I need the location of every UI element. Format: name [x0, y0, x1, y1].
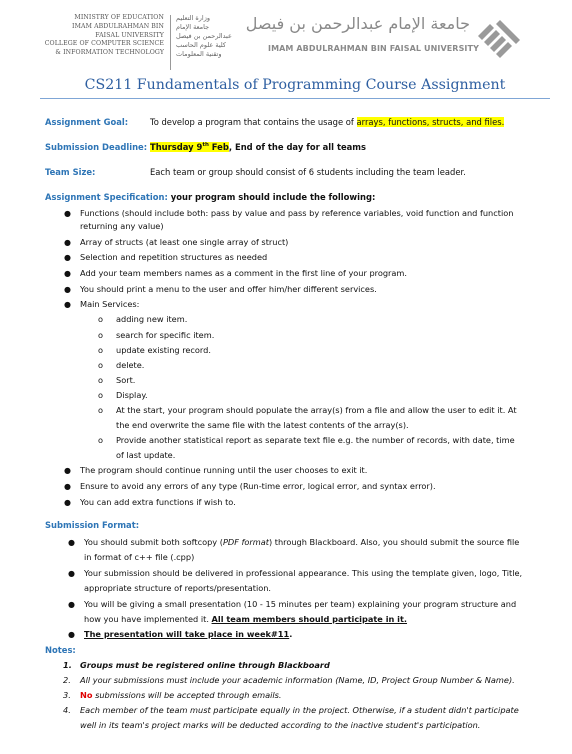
list-item-text: Your submission should be delivered in professional appearance. This using the template given, logo, Title,	[84, 568, 523, 578]
list-item: ● You can add extra functions if wish to.	[64, 497, 236, 507]
header-line-ar: وتقنية المعلومات	[176, 50, 222, 58]
list-item-text: how you have implemented it.	[84, 614, 212, 624]
goal-text	[150, 117, 504, 127]
service-text: update existing record.	[116, 345, 211, 355]
header-line: IMAM ABDULRAHMAN BIN	[72, 22, 164, 30]
service-text: search for specific item.	[116, 330, 215, 340]
service-item: o At the start, your program should populate the array(s) from a file and allow the user to edit it. At	[98, 405, 517, 415]
note-text: submissions will be accepted through emails.	[92, 690, 282, 700]
list-item: ● You should print a menu to the user and offer him/her different services.	[64, 284, 377, 294]
list-item-text: Selection and repetition structures as needed	[80, 252, 268, 262]
list-item: ● You should submit both softcopy (PDF format) through Blackboard. Also, you should submit the source file	[68, 537, 520, 547]
list-item: ● Add your team members names as a comment in the first line of your program.	[64, 268, 408, 278]
goal-highlight: arrays, functions, structs, and files.	[356, 117, 505, 127]
service-item: o search for specific item.	[98, 330, 215, 340]
note-text: Groups must be registered online through Blackboard	[80, 660, 330, 670]
format-label: Submission Format:	[45, 520, 140, 530]
list-item-text: Array of structs (at least one single array of struct)	[80, 237, 289, 247]
note-item: 4. Each member of the team must participate equally in the project. Otherwise, if a student didn't participate	[63, 705, 519, 715]
ministry-header-en	[40, 14, 164, 58]
service-item-cont: the end overwrite the same file with the latest contents of the array(s).	[116, 420, 409, 430]
spec-label-rest: your program should include the following:	[167, 192, 376, 202]
header-line: MINISTRY OF EDUCATION	[74, 14, 164, 21]
service-item: o Sort.	[98, 375, 136, 385]
list-item: ● You will be giving a small presentation (10 - 15 minutes per team) explaining your program structure and	[68, 599, 517, 609]
service-text: At the start, your program should populate the array(s) from a file and allow the user to edit it. At	[116, 405, 517, 415]
list-item: ● Ensure to avoid any errors of any type (Run-time error, logical error, and syntax error).	[64, 481, 436, 491]
deadline-month: Feb	[208, 142, 229, 152]
spec-label: Assignment Specification:	[45, 192, 168, 202]
goal-text-part: To develop a program that contains the usage of	[150, 117, 357, 127]
university-name-ar: جامعة الإمام عبدالرحمن بن فيصل	[245, 14, 470, 33]
deadline-rest: , End of the day for all teams	[228, 142, 367, 152]
deadline-day: Thursday 9	[150, 142, 203, 152]
service-item: o Provide another statistical report as separate text file e.g. the number of records, with date, time	[98, 435, 515, 445]
list-item: ● Functions (should include both: pass by value and pass by reference variables, void function and function	[64, 208, 514, 218]
service-item-cont: of last update.	[116, 450, 176, 460]
note-item: 3. No submissions will be accepted through emails.	[63, 690, 282, 700]
deadline-label: Submission Deadline:	[45, 142, 148, 152]
page-title: CS211 Fundamentals of Programming Course Assignment	[84, 77, 506, 93]
university-logo-icon	[476, 16, 522, 58]
service-item: o update existing record.	[98, 345, 211, 355]
service-item: o delete.	[98, 360, 145, 370]
list-item: ● Your submission should be delivered in professional appearance. This using the template given, logo, Title,	[68, 568, 523, 578]
list-item: ● Selection and repetition structures as needed	[64, 252, 268, 262]
list-item-text: You can add extra functions if wish to.	[80, 497, 236, 507]
list-item: ● The presentation will take place in week#11.	[68, 629, 293, 639]
deadline-text	[150, 142, 366, 152]
header-line-ar: جامعة الإمام	[176, 23, 210, 31]
notes-label: Notes:	[45, 645, 76, 655]
deadline-highlight	[150, 142, 229, 152]
list-item-text: You should print a menu to the user and offer him/her different services.	[80, 284, 377, 294]
list-item-text: Ensure to avoid any errors of any type (Run-time error, logical error, and syntax error).	[80, 481, 436, 491]
header-line-ar: كلية علوم الحاسب	[176, 41, 227, 49]
list-item-text: Add your team members names as a comment in the first line of your program.	[80, 268, 408, 278]
ministry-header-ar	[176, 14, 256, 59]
list-item-text: Functions (should include both: pass by value and pass by reference variables, void function and function	[80, 208, 514, 218]
list-item-cont: appropriate structure of reports/presentation.	[84, 583, 272, 593]
list-item-text: You should submit both softcopy (	[84, 537, 223, 547]
deadline-sup: th	[202, 142, 209, 149]
header-line: & INFORMATION TECHNOLOGY	[55, 49, 164, 57]
goal-label: Assignment Goal:	[45, 117, 129, 127]
presentation-week-text: The presentation will take place in week#11	[84, 629, 290, 639]
list-item-text: ) through Blackboard. Also, you should submit the source file	[268, 537, 520, 547]
list-item: ● Array of structs (at least one single array of struct)	[64, 237, 289, 247]
list-item-text: The program should continue running until the user chooses to exit it.	[80, 465, 368, 475]
service-item: o adding new item.	[98, 314, 188, 324]
header-line: COLLEGE OF COMPUTER SCIENCE	[44, 40, 164, 48]
note-text: All your submissions must include your academic information (Name, ID, Project Group Number & Name).	[80, 675, 515, 685]
note-text: Each member of the team must participate equally in the project. Otherwise, if a student didn't participate	[80, 705, 519, 715]
pdf-format-text: PDF format	[222, 537, 269, 547]
title-divider	[40, 98, 550, 99]
header-line-ar: عبدالرحمن بن فيصل	[176, 32, 232, 40]
list-item-cont: in format of c++ file (.cpp)	[84, 552, 195, 562]
university-name-en: IMAM ABDULRAHMAN BIN FAISAL UNIVERSITY	[268, 44, 479, 53]
list-item: ● Main Services:	[64, 299, 140, 309]
service-text: delete.	[116, 360, 145, 370]
list-item: ● The program should continue running until the user chooses to exit it.	[64, 465, 368, 475]
note-no-text: No	[80, 690, 93, 700]
header-line: FAISAL UNIVERSITY	[95, 31, 164, 39]
team-size-label: Team Size:	[45, 167, 96, 177]
note-item-cont: well in its team's project marks will be deducted according to the inactive student's participation.	[80, 720, 481, 730]
service-text: adding new item.	[116, 314, 188, 324]
list-item-text: .	[289, 629, 293, 639]
list-item-text: You will be giving a small presentation (10 - 15 minutes per team) explaining your program structure and	[84, 599, 517, 609]
team-size-text: Each team or group should consist of 6 students including the team leader.	[150, 167, 466, 177]
list-item-cont: returning any value)	[80, 221, 164, 231]
service-text: Sort.	[116, 375, 136, 385]
list-item-cont	[84, 612, 407, 627]
participation-text: All team members should participate in it.	[211, 614, 408, 624]
service-text: Provide another statistical report as separate text file e.g. the number of records, with date, time	[116, 435, 515, 445]
service-item: o Display.	[98, 390, 148, 400]
header-line-ar: وزارة التعليم	[176, 14, 211, 22]
service-text: Display.	[116, 390, 148, 400]
spec-heading	[45, 192, 375, 202]
list-item-text: Main Services:	[80, 299, 140, 309]
note-item: 1. Groups must be registered online through Blackboard	[63, 660, 330, 670]
header-divider	[170, 15, 171, 70]
note-item: 2. All your submissions must include your academic information (Name, ID, Project Group Number & Name).	[63, 675, 515, 685]
